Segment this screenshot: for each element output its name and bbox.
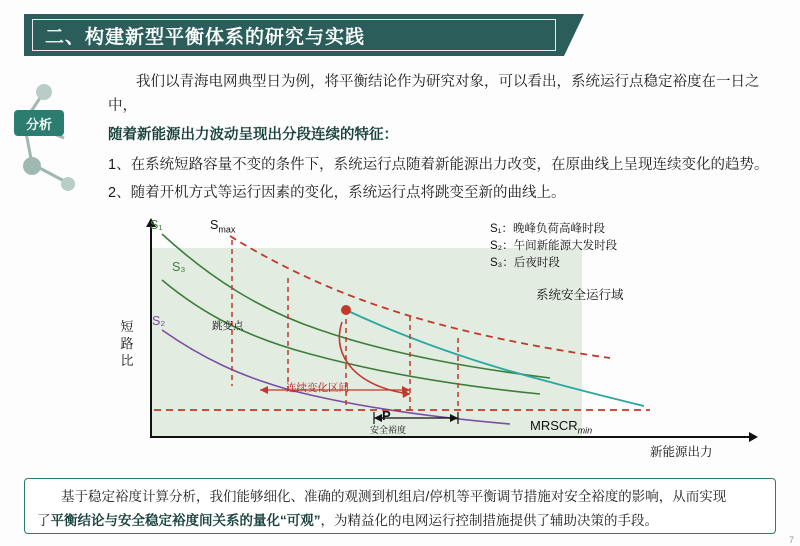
- series-legend-item-1: S₁：晚峰负荷高峰时段: [490, 223, 606, 235]
- series-legend-item-3: S₃：后夜时段: [490, 257, 560, 269]
- label-p-margin: 安全裕度: [370, 425, 407, 435]
- region-legend-label: 系统安全运行域: [536, 288, 624, 302]
- region-legend-swatch: [500, 286, 528, 302]
- x-axis: [150, 436, 750, 438]
- label-mrscr-main: MRSCR: [530, 418, 578, 433]
- conclusion-suffix: ，为精益化的电网运行控制措施提供了辅助决策的手段。: [320, 513, 658, 528]
- body-text-block: [108, 70, 788, 206]
- body-paragraph-2: 随着新能源出力波动呈现出分段连续的特征：: [108, 127, 398, 143]
- label-mrscr-min: [530, 418, 592, 436]
- slide-title-bar: [24, 14, 584, 56]
- series-legend-item-2: S₂：午间新能源大发时段: [490, 240, 618, 252]
- y-axis-label: 短路比: [120, 319, 134, 368]
- label-continuous-range: 连续变化区间: [286, 382, 349, 394]
- label-s3: S₃: [172, 260, 186, 274]
- molecule-decoration: [6, 78, 102, 198]
- conclusion-line-2: [37, 509, 763, 533]
- page-title: 二、构建新型平衡体系的研究与实践: [45, 26, 366, 48]
- label-p: [382, 408, 391, 423]
- label-p-main: P: [382, 408, 391, 423]
- chart-curves: [110, 218, 790, 468]
- label-smax: [210, 218, 235, 235]
- page-number: 7: [788, 535, 794, 545]
- label-mrscr-sub: min: [577, 425, 593, 436]
- label-s2: S₂: [152, 314, 166, 328]
- label-jump-point: 跳变点: [212, 320, 244, 332]
- curve-s3: [162, 280, 540, 394]
- molecule-icon: [6, 78, 102, 198]
- curve-teal: [346, 310, 644, 406]
- series-legend: [490, 221, 617, 272]
- body-paragraph-4: 2、随着开机方式等运行因素的变化，系统运行点将跳变至新的曲线上。: [108, 185, 566, 201]
- body-paragraph-1: 我们以青海电网典型日为例，将平衡结论作为研究对象，可以看出，系统运行点稳定裕度在一日之中，: [108, 74, 760, 114]
- label-smax-sub: max: [218, 224, 236, 235]
- analysis-badge: 分析: [14, 110, 64, 136]
- body-paragraph-3: 1、在系统短路容量不变的条件下，系统运行点随着新能源出力改变，在原曲线上呈现连续变化的趋势。: [108, 157, 769, 173]
- y-axis: [150, 226, 152, 438]
- label-s1: S₁: [150, 218, 163, 232]
- conclusion-bold: 平衡结论与安全稳定裕度间关系的量化“可观”: [50, 513, 321, 528]
- title-inner-border: [32, 19, 556, 51]
- conclusion-prefix: 了: [37, 513, 51, 528]
- label-smax-main: S: [210, 218, 219, 232]
- conclusion-box: [24, 478, 776, 534]
- x-axis-label: 新能源出力: [650, 445, 713, 459]
- jump-point-marker: [341, 305, 351, 315]
- scr-curve-chart: [110, 218, 790, 468]
- conclusion-line-1: 基于稳定裕度计算分析，我们能够细化、准确的观测到机组启/停机等平衡调节措施对安全裕度的影响，从而实现: [61, 489, 727, 504]
